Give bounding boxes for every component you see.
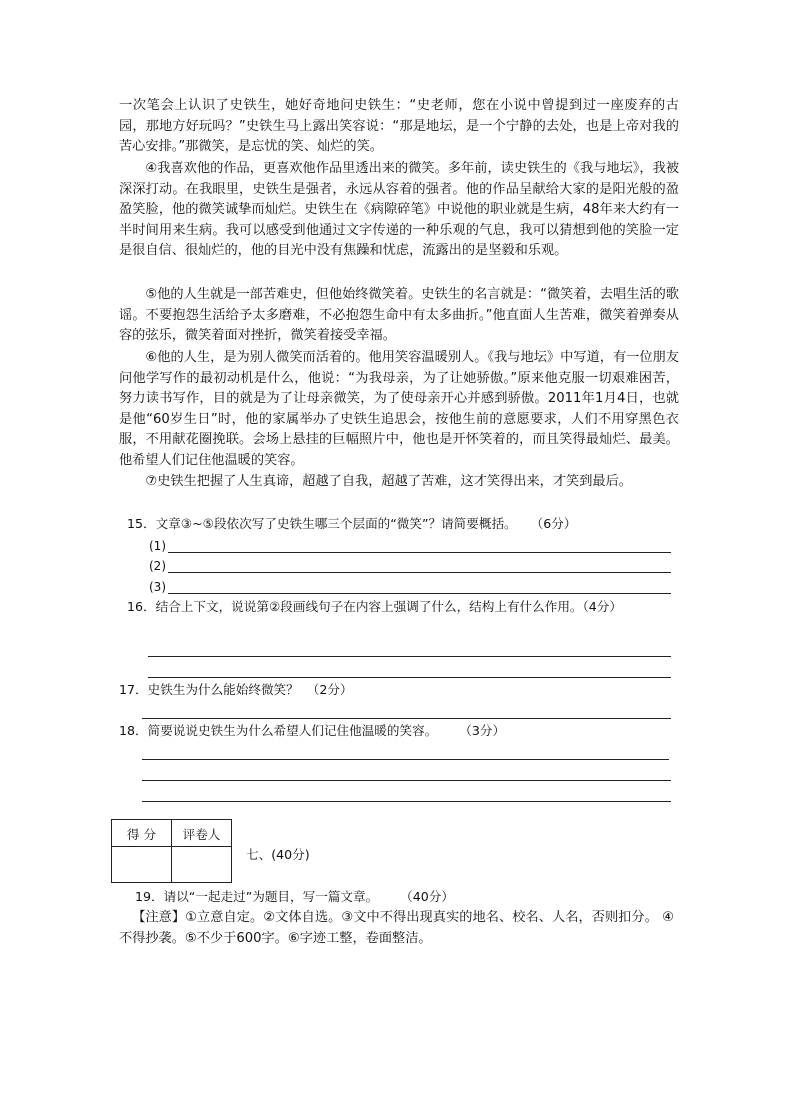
answer-line-15-1[interactable] (168, 552, 671, 553)
question-17-score: （2分） (306, 682, 353, 697)
answer-line-15-3[interactable] (168, 593, 671, 594)
question-18 (119, 722, 505, 740)
answer-line-18-2[interactable] (142, 780, 671, 781)
score-label: 得 分 (112, 820, 172, 847)
question-15 (127, 515, 576, 533)
score-box (111, 819, 232, 883)
answer-marker-1: (1) (149, 539, 166, 553)
grader-cell[interactable] (172, 847, 232, 883)
answer-line-16-1[interactable] (148, 656, 671, 657)
question-18-text: 18．简要说说史铁生为什么希望人们记住他温暖的笑容。 (119, 723, 438, 738)
question-16: 16．结合上下文，说说第②段画线句子在内容上强调了什么，结构上有什么作用。（4分） (127, 599, 622, 614)
grader-label: 评卷人 (172, 820, 232, 847)
section-title: 七、(40分) (246, 847, 310, 862)
question-15-text: 15．文章③~⑤段依次写了史铁生哪三个层面的“微笑”？请简要概括。 (127, 516, 517, 531)
question-17 (119, 681, 353, 699)
essay-note: 【注意】①立意自定。②文体自选。③文中不得出现真实的地名、校名、人名，否则扣分。 ④不得抄袭。⑤不少于600字。⑥字迹工整，卷面整洁。 (119, 910, 674, 946)
answer-marker-2: (2) (149, 559, 166, 573)
passage-paragraph-7: ⑦史铁生把握了人生真谛，超越了自我，超越了苦难，这才笑得出来，才笑到最后。 (145, 474, 632, 489)
score-cell[interactable] (112, 847, 172, 883)
essay-score: （40分） (400, 889, 454, 904)
passage-paragraph-6: ⑥他的人生，是为别人微笑而活着的。他用笑容温暖别人。《我与地坛》中写道，有一位朋友问他学写作的最初动机是什么，他说：“为我母亲，为了让她骄傲。”原来他克服一切艰难困苦，努力读书写作，目的就是为了让母亲微笑，为了使母亲开心并感到骄傲。2011年1月4日，也就是他“60岁生日”时，他的家属举办了史铁生追思会，按他生前的意愿要求，人们不用穿黑色衣服，不用献花圈挽联。会场上悬挂的巨幅照片中，他也是开怀笑着的，而且笑得最灿烂、最美。他希望人们记住他温暖的笑容。 (119, 350, 679, 468)
question-17-text: 17．史铁生为什么能始终微笑？ (119, 682, 299, 697)
answer-line-18-1[interactable] (142, 759, 669, 760)
answer-line-16-2[interactable] (148, 677, 671, 678)
answer-line-15-2[interactable] (168, 572, 671, 573)
question-15-score: （6分） (530, 516, 577, 531)
question-18-score: （3分） (459, 723, 506, 738)
passage-paragraph-intro: 一次笔会上认识了史铁生，她好奇地问史铁生：“史老师，您在小说中曾提到过一座废弃的古园，那地方好玩吗？”史铁生马上露出笑容说：“那是地坛，是一个宁静的去处，也是上帝对我的苦心安排。”那微笑，是忘忧的笑、灿烂的笑。 (119, 98, 679, 155)
answer-line-17[interactable] (142, 718, 671, 719)
answer-line-18-3[interactable] (142, 801, 671, 802)
essay-prompt (135, 888, 454, 906)
passage-paragraph-4: ④我喜欢他的作品，更喜欢他作品里透出来的微笑。多年前，读史铁生的《我与地坛》，我被深深打动。在我眼里，史铁生是强者，永远从容着的强者。他的作品呈献给大家的是阳光般的盈盈笑脸，他的微笑诚挚而灿烂。史铁生在《病隙碎笔》中说他的职业就是生病，48年来大约有一半时间用来生病。我可以感受到他通过文字传递的一种乐观的气息，我可以猜想到他的笑脸一定是很自信、很灿烂的，他的目光中没有焦躁和忧虑，流露出的是坚毅和乐观。 (119, 161, 679, 259)
passage-paragraph-5: ⑤他的人生就是一部苦难史，但他始终微笑着。史铁生的名言就是：“微笑着，去唱生活的歌谣。不要抱怨生活给予太多磨难，不必抱怨生命中有太多曲折。”他直面人生苦难，微笑着弹奏从容的弦乐，微笑着面对挫折，微笑着接受幸福。 (119, 287, 679, 344)
answer-marker-3: (3) (149, 580, 166, 594)
essay-prompt-text: 19．请以“一起走过”为题目，写一篇文章。 (135, 889, 379, 904)
